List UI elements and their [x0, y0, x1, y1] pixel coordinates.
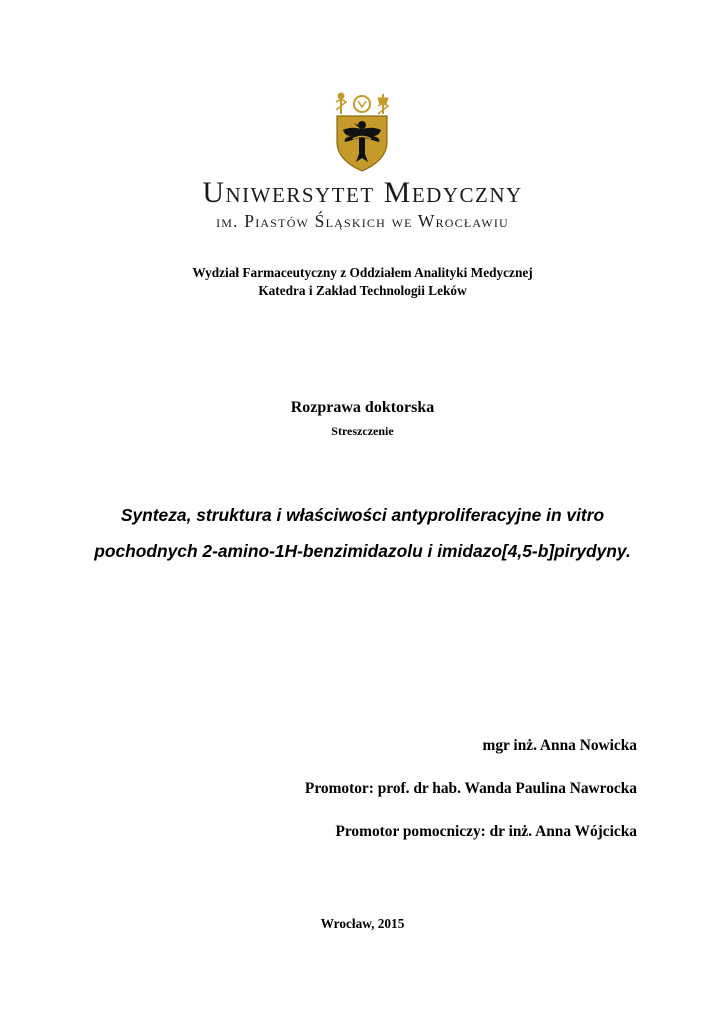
thesis-type: Rozprawa doktorska	[290, 399, 435, 416]
author-name: mgr inż. Anna Nowicka	[482, 737, 637, 754]
thesis-title	[0, 497, 725, 569]
place-and-date: Wrocław, 2015	[320, 916, 405, 931]
department-name: Katedra i Zakład Technologii Leków	[258, 283, 467, 298]
co-promotor-name: Promotor pomocniczy: dr inż. Anna Wójcicka	[335, 823, 637, 840]
faculty-name: Wydział Farmaceutyczny z Oddziałem Analityki Medycznej	[192, 265, 533, 280]
thesis-title-line-2: pochodnych 2-amino-1H-benzimidazolu i imidazo[4,5-b]pirydyny.	[94, 541, 631, 561]
university-subtitle: im. Piastów Śląskich we Wrocławiu	[216, 211, 509, 231]
thesis-title-line-1: Synteza, struktura i właściwości antyproliferacyjne in vitro	[120, 505, 605, 525]
faculty-block	[0, 264, 725, 300]
eagle-crest-icon	[329, 92, 395, 172]
university-name: Uniwersytet Medyczny	[202, 176, 523, 209]
promotor-name: Promotor: prof. dr hab. Wanda Paulina Nawrocka	[304, 780, 637, 797]
crest-top-ornaments	[336, 93, 388, 114]
summary-label: Streszczenie	[331, 424, 394, 438]
